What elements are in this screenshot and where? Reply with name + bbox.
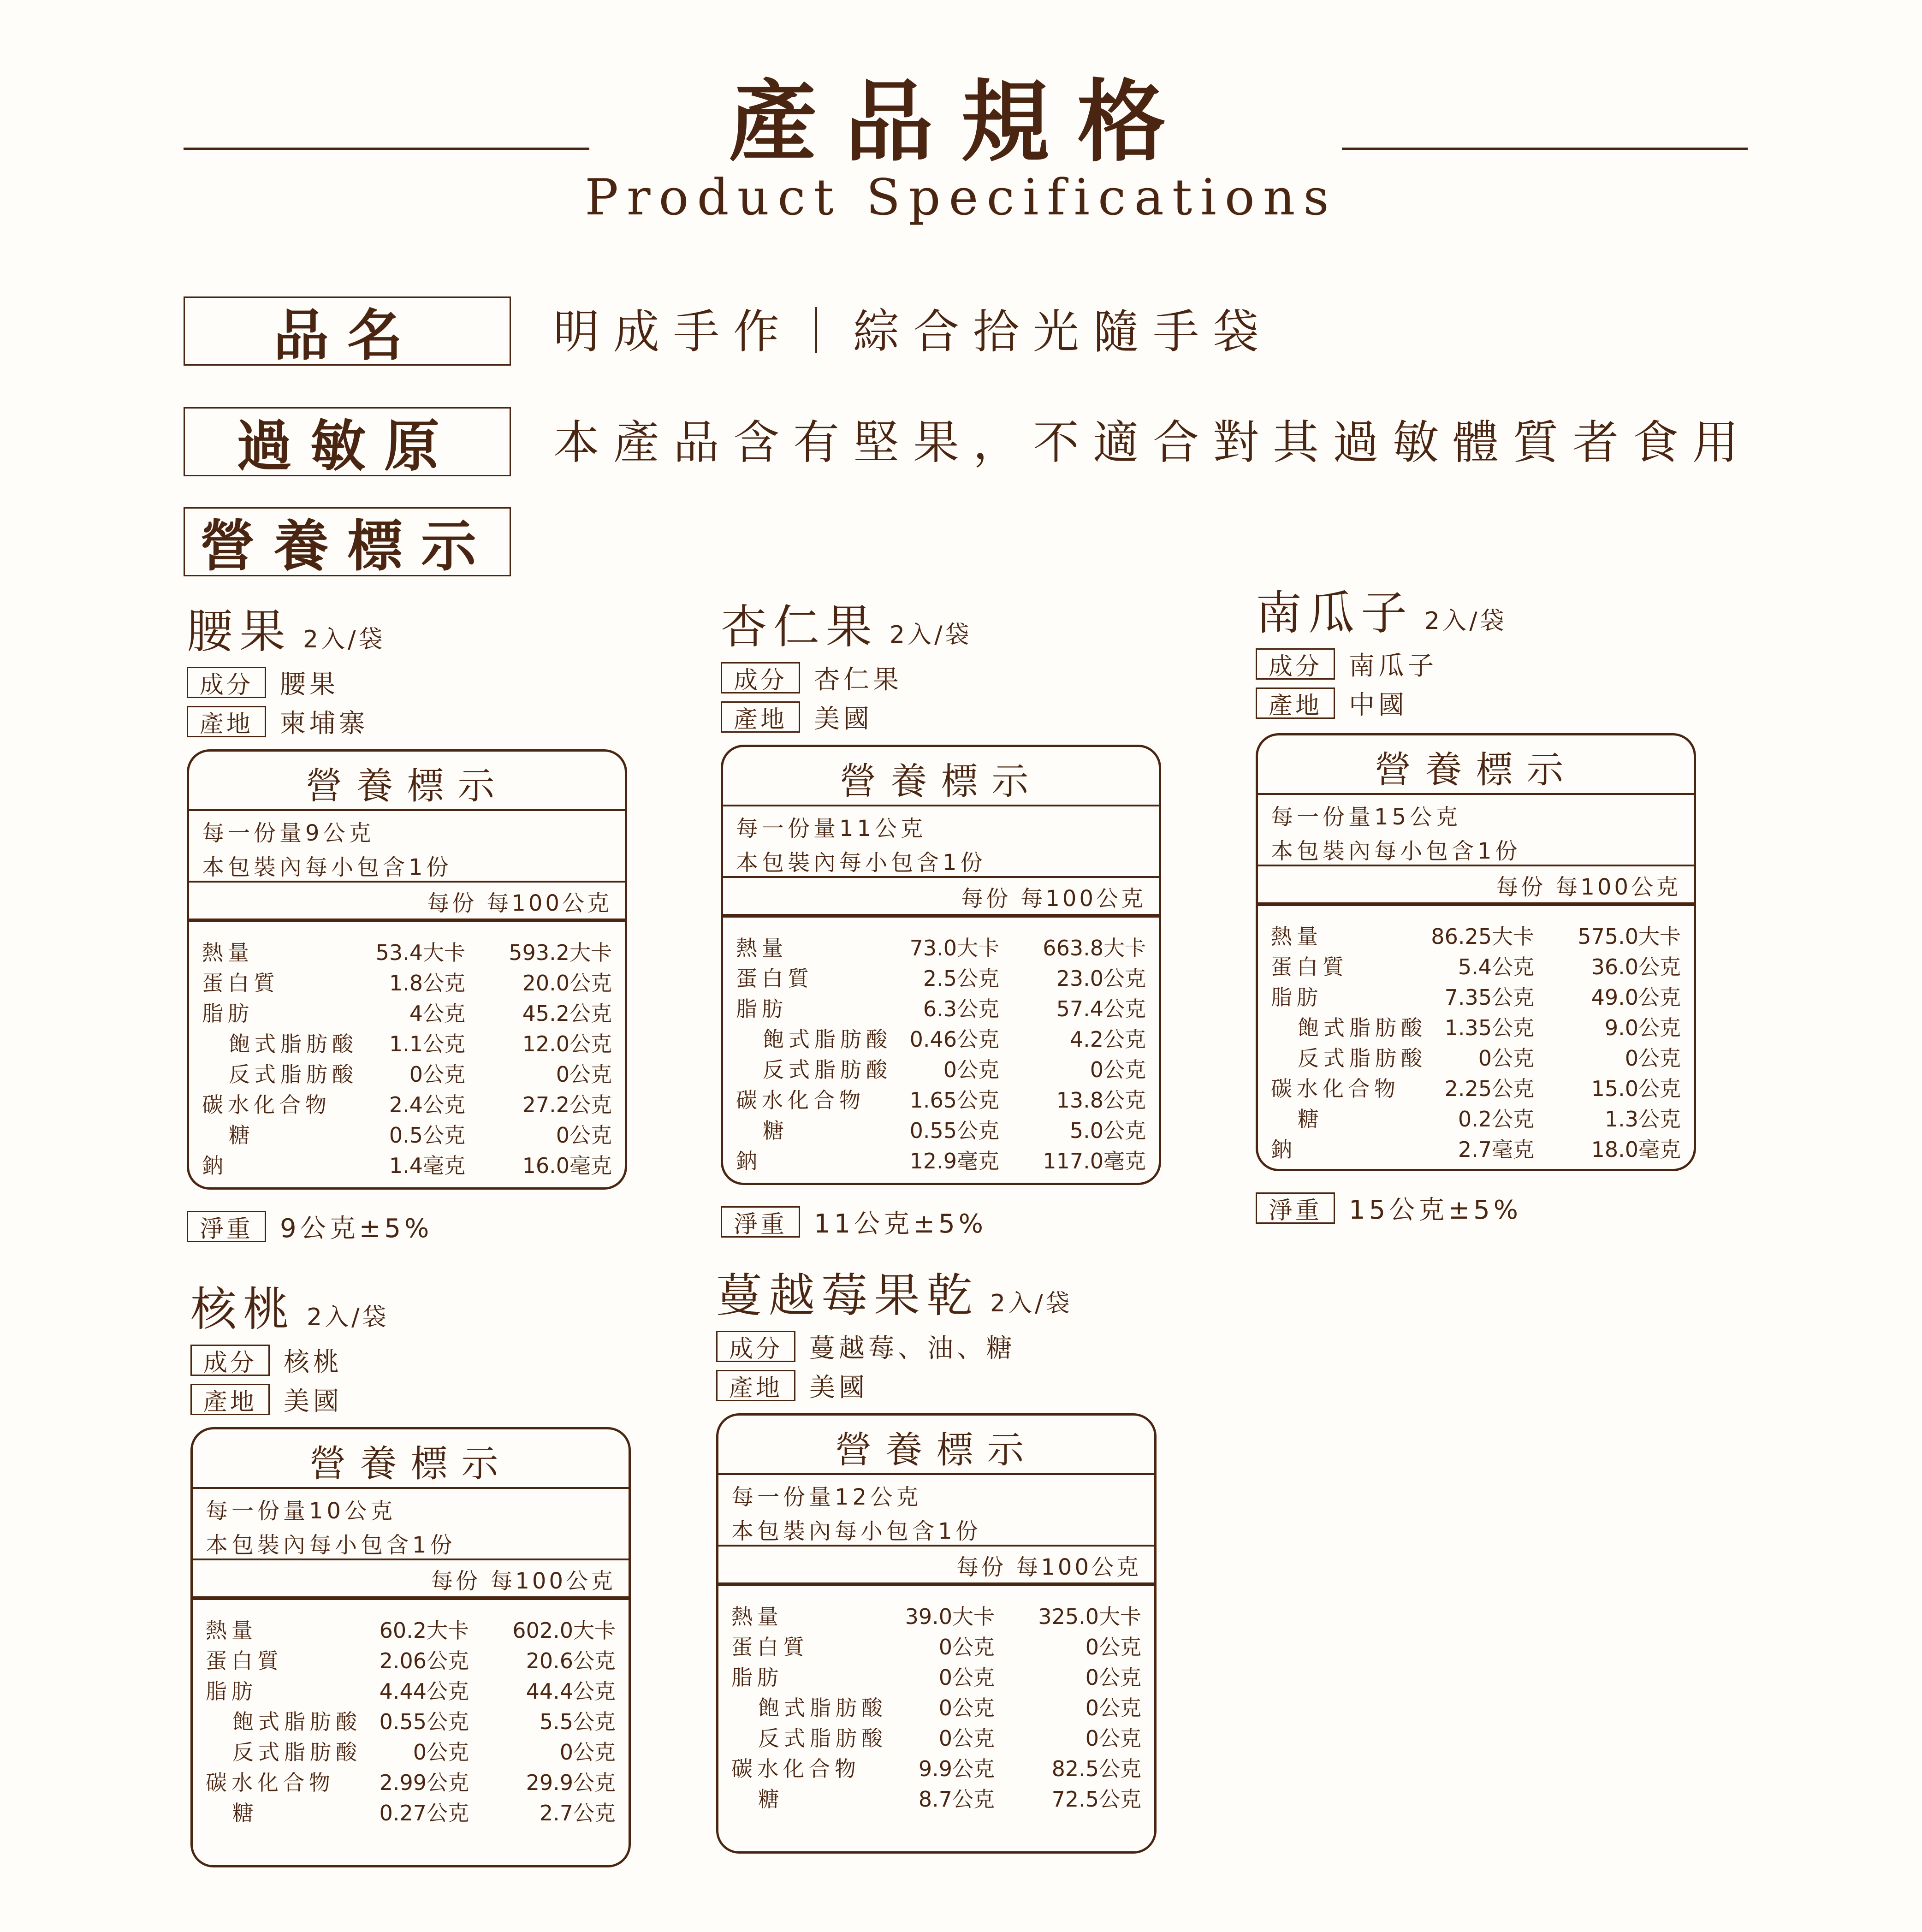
- nutrient-per-100g: 0公克: [1085, 1726, 1141, 1751]
- nutrition-section-label: 營養標示: [184, 507, 511, 576]
- nutrient-per-serving: 0公克: [409, 1062, 465, 1087]
- nutrient-per-serving: 7.35公克: [1444, 985, 1534, 1010]
- product-unit: 2入/袋: [990, 1290, 1073, 1317]
- nutrient-row: [202, 1119, 612, 1149]
- nutrient-per-serving: 12.9毫克: [909, 1149, 999, 1173]
- nutrient-row: [1271, 1011, 1681, 1042]
- origin-value: 中國: [1349, 690, 1408, 720]
- nutrient-label: 脂肪: [1271, 985, 1323, 1010]
- column-header: 每份 每100公克: [1496, 874, 1681, 900]
- nutrient-label: 反式脂肪酸: [758, 1726, 887, 1751]
- serving-size: 每一份量11公克: [736, 816, 927, 842]
- nutrition-rule: [193, 1559, 629, 1560]
- nutrient-row: [736, 1053, 1146, 1084]
- nutrient-row: [736, 1114, 1146, 1144]
- nutrient-label: 熱量: [202, 940, 254, 965]
- nutrient-row: [202, 1088, 612, 1119]
- product-unit: 2入/袋: [890, 621, 972, 649]
- nutrient-row: [206, 1736, 616, 1766]
- nutrient-per-serving: 0.2公克: [1458, 1107, 1534, 1132]
- nutrient-row: [202, 1027, 612, 1058]
- nutrient-per-serving: 1.4毫克: [389, 1153, 465, 1178]
- nutrient-label: 糖: [758, 1787, 784, 1812]
- nutrient-label: 鈉: [202, 1153, 228, 1178]
- nutrient-row: [206, 1705, 616, 1736]
- ingredients-value: 杏仁果: [814, 665, 902, 695]
- product-title: [190, 1282, 389, 1336]
- nutrient-per-serving: 0公克: [943, 1057, 999, 1082]
- nutrient-label: 蛋白質: [736, 966, 813, 991]
- nutrient-row: [1271, 1072, 1681, 1102]
- nutrient-per-100g: 27.2公克: [522, 1092, 612, 1117]
- nutrient-row: [731, 1661, 1141, 1691]
- nutrient-per-100g: 4.2公克: [1069, 1027, 1146, 1052]
- nutrient-per-100g: 49.0公克: [1591, 985, 1681, 1010]
- serving-size: 每一份量12公克: [731, 1484, 922, 1510]
- nutrient-per-100g: 18.0毫克: [1591, 1137, 1681, 1162]
- nutrient-label: 飽式脂肪酸: [1298, 1015, 1427, 1040]
- nutrient-label: 反式脂肪酸: [229, 1062, 358, 1087]
- nutrient-per-serving: 0.27公克: [379, 1801, 469, 1825]
- nutrient-per-serving: 0公克: [413, 1740, 469, 1765]
- nutrition-rule-thick: [189, 919, 625, 922]
- origin-value: 美國: [284, 1387, 343, 1416]
- nutrient-row: [1271, 1042, 1681, 1072]
- nutrient-row: [731, 1630, 1141, 1661]
- servings-per-pack: 本包裝內每小包含1份: [736, 850, 986, 876]
- nutrition-rule: [718, 1545, 1154, 1547]
- nutrient-label: 反式脂肪酸: [1298, 1046, 1427, 1071]
- nutrient-row: [202, 997, 612, 1027]
- nutrient-per-100g: 57.4公克: [1056, 996, 1146, 1021]
- nutrient-per-100g: 5.0公克: [1069, 1118, 1146, 1143]
- nutrient-label: 蛋白質: [206, 1648, 283, 1673]
- ingredients-row: [716, 1328, 1016, 1365]
- nutrient-per-100g: 325.0大卡: [1038, 1604, 1141, 1629]
- nutrient-per-serving: 2.06公克: [379, 1648, 469, 1673]
- nutrition-rule: [723, 805, 1159, 806]
- nutrient-per-serving: 0.55公克: [379, 1709, 469, 1734]
- column-header: 每份 每100公克: [431, 1568, 616, 1594]
- origin-row: [187, 703, 368, 740]
- origin-row: [721, 699, 873, 735]
- nutrient-label: 熱量: [731, 1604, 783, 1629]
- nutrition-rule: [189, 881, 625, 883]
- nutrition-table: [721, 745, 1161, 1185]
- nutrient-label: 脂肪: [202, 1001, 254, 1026]
- nutrient-per-100g: 0公克: [1085, 1665, 1141, 1690]
- nutrient-row: [736, 1144, 1146, 1175]
- nutrient-per-100g: 82.5公克: [1051, 1756, 1141, 1781]
- nutrient-per-100g: 20.6公克: [526, 1648, 616, 1673]
- nutrition-title: 營養標示: [835, 1428, 1038, 1471]
- nutrient-row: [1271, 1133, 1681, 1163]
- nutrient-row: [1271, 981, 1681, 1011]
- origin-tag: 產地: [1256, 687, 1335, 719]
- nutrient-per-serving: 0公克: [938, 1635, 995, 1659]
- nutrient-per-serving: 0公克: [938, 1726, 995, 1751]
- nutrient-label: 飽式脂肪酸: [763, 1027, 892, 1052]
- nutrient-row: [202, 1149, 612, 1179]
- nutrient-per-serving: 0.55公克: [909, 1118, 999, 1143]
- nutrient-per-serving: 9.9公克: [918, 1756, 995, 1781]
- origin-tag: 產地: [190, 1384, 270, 1415]
- nutrient-per-100g: 36.0公克: [1591, 954, 1681, 979]
- product-card: [716, 1268, 1159, 1918]
- nutrient-per-serving: 60.2大卡: [379, 1618, 469, 1643]
- nutrient-row: [206, 1766, 616, 1796]
- net-weight-row: [721, 1203, 987, 1240]
- ingredients-tag: 成分: [187, 667, 266, 698]
- product-unit: 2入/袋: [1424, 607, 1507, 635]
- nutrition-rule: [723, 876, 1159, 878]
- ingredients-row: [190, 1342, 343, 1379]
- nutrient-per-100g: 1.3公克: [1604, 1107, 1681, 1132]
- nutrient-per-100g: 5.5公克: [539, 1709, 616, 1734]
- nutrient-per-serving: 53.4大卡: [375, 940, 465, 965]
- origin-row: [1256, 685, 1408, 722]
- nutrient-per-serving: 0公克: [938, 1695, 995, 1720]
- nutrient-per-100g: 13.8公克: [1056, 1088, 1146, 1113]
- nutrition-title: 營養標示: [305, 765, 509, 807]
- nutrition-rule: [1258, 865, 1694, 866]
- nutrition-rule: [718, 1473, 1154, 1475]
- nutrient-per-serving: 86.25大卡: [1431, 924, 1534, 949]
- nutrient-per-serving: 39.0大卡: [905, 1604, 995, 1629]
- nutrition-title: 營養標示: [309, 1442, 512, 1485]
- nutrient-per-serving: 1.65公克: [909, 1088, 999, 1113]
- ingredients-tag: 成分: [716, 1331, 795, 1362]
- nutrient-per-100g: 45.2公克: [522, 1001, 612, 1026]
- nutrient-label: 鈉: [736, 1149, 762, 1173]
- product-title: [716, 1268, 1073, 1322]
- net-weight-value: 15公克±5%: [1349, 1195, 1522, 1225]
- nutrient-per-100g: 0公克: [556, 1062, 612, 1087]
- nutrition-table: [716, 1413, 1157, 1854]
- serving-size: 每一份量15公克: [1271, 804, 1462, 830]
- nutrient-label: 飽式脂肪酸: [758, 1695, 887, 1720]
- servings-per-pack: 本包裝內每小包含1份: [731, 1518, 982, 1544]
- nutrient-per-100g: 2.7公克: [539, 1801, 616, 1825]
- ingredients-value: 蔓越莓、油、糖: [809, 1333, 1016, 1363]
- nutrient-per-100g: 72.5公克: [1051, 1787, 1141, 1812]
- nutrient-per-serving: 0公克: [938, 1665, 995, 1690]
- nutrient-per-100g: 12.0公克: [522, 1031, 612, 1056]
- origin-value: 柬埔寨: [280, 709, 368, 739]
- ingredients-value: 腰果: [280, 670, 339, 699]
- nutrient-per-100g: 0公克: [1090, 1057, 1146, 1082]
- nutrient-row: [1271, 920, 1681, 950]
- nutrient-label: 飽式脂肪酸: [232, 1709, 362, 1734]
- ingredients-value: 核桃: [284, 1347, 343, 1377]
- page-title: 產品規格: [729, 71, 1193, 174]
- nutrient-per-100g: 0公克: [556, 1123, 612, 1148]
- nutrient-per-serving: 1.8公克: [389, 971, 465, 996]
- nutrient-label: 碳水化合物: [206, 1770, 335, 1795]
- ingredients-row: [187, 664, 339, 701]
- nutrient-row: [206, 1796, 616, 1827]
- nutrient-per-100g: 663.8大卡: [1043, 936, 1146, 960]
- ingredients-tag: 成分: [1256, 648, 1335, 680]
- ingredients-tag: 成分: [721, 662, 800, 693]
- nutrient-per-serving: 0公克: [1478, 1046, 1534, 1071]
- nutrient-per-100g: 0公克: [1085, 1695, 1141, 1720]
- nutrient-per-100g: 575.0大卡: [1578, 924, 1681, 949]
- net-weight-value: 11公克±5%: [814, 1209, 987, 1239]
- column-header: 每份 每100公克: [956, 1554, 1141, 1580]
- nutrient-per-100g: 44.4公克: [526, 1679, 616, 1704]
- nutrient-per-serving: 0.5公克: [389, 1123, 465, 1148]
- nutrient-row: [202, 936, 612, 966]
- nutrient-row: [736, 992, 1146, 1023]
- nutrition-rule: [1258, 793, 1694, 795]
- product-name: 腰果: [187, 604, 292, 658]
- nutrient-label: 蛋白質: [731, 1635, 809, 1659]
- nutrient-label: 熱量: [1271, 924, 1323, 949]
- nutrient-label: 反式脂肪酸: [763, 1057, 892, 1082]
- nutrient-per-serving: 2.7毫克: [1458, 1137, 1534, 1162]
- servings-per-pack: 本包裝內每小包含1份: [1271, 838, 1521, 864]
- nutrient-row: [736, 1084, 1146, 1114]
- page-subtitle: Product Specifications: [585, 169, 1337, 226]
- column-header: 每份 每100公克: [427, 890, 612, 916]
- nutrient-label: 鈉: [1271, 1137, 1297, 1162]
- nutrient-per-100g: 0公克: [1625, 1046, 1681, 1071]
- product-name-value: 明成手作｜綜合拾光隨手袋: [553, 305, 1273, 359]
- net-weight-tag: 淨重: [1256, 1192, 1335, 1224]
- nutrient-per-serving: 1.35公克: [1444, 1015, 1534, 1040]
- nutrient-label: 蛋白質: [202, 971, 279, 996]
- nutrition-title: 營養標示: [839, 760, 1043, 803]
- nutrient-per-serving: 2.25公克: [1444, 1076, 1534, 1101]
- nutrient-label: 碳水化合物: [731, 1756, 860, 1781]
- nutrient-row: [206, 1644, 616, 1675]
- nutrient-per-100g: 9.0公克: [1604, 1015, 1681, 1040]
- servings-per-pack: 本包裝內每小包含1份: [206, 1532, 456, 1558]
- nutrient-per-100g: 29.9公克: [526, 1770, 616, 1795]
- nutrient-label: 碳水化合物: [202, 1092, 331, 1117]
- product-name: 南瓜子: [1256, 586, 1413, 640]
- nutrient-per-100g: 23.0公克: [1056, 966, 1146, 991]
- nutrient-per-serving: 73.0大卡: [909, 936, 999, 960]
- origin-tag: 產地: [187, 706, 266, 737]
- ingredients-row: [1256, 646, 1437, 682]
- nutrient-per-serving: 2.4公克: [389, 1092, 465, 1117]
- nutrient-row: [206, 1675, 616, 1705]
- nutrient-row: [731, 1600, 1141, 1630]
- nutrition-rule-thick: [723, 914, 1159, 918]
- net-weight-row: [187, 1208, 433, 1245]
- product-name-label: 品名: [184, 296, 511, 366]
- ingredients-row: [721, 659, 902, 696]
- nutrient-label: 糖: [232, 1801, 258, 1825]
- nutrient-per-100g: 0公克: [1085, 1635, 1141, 1659]
- ingredients-tag: 成分: [190, 1345, 270, 1376]
- nutrient-per-serving: 1.1公克: [389, 1031, 465, 1056]
- net-weight-value: 9公克±5%: [280, 1214, 433, 1244]
- nutrient-row: [731, 1752, 1141, 1783]
- nutrient-label: 熱量: [736, 936, 788, 960]
- nutrition-title: 營養標示: [1374, 748, 1578, 791]
- product-name: 核桃: [190, 1282, 296, 1336]
- nutrient-label: 熱量: [206, 1618, 257, 1643]
- nutrient-label: 糖: [1298, 1107, 1323, 1132]
- product-card: [187, 604, 629, 1254]
- nutrient-row: [731, 1691, 1141, 1722]
- net-weight-tag: 淨重: [187, 1211, 266, 1242]
- nutrient-per-serving: 5.4公克: [1458, 954, 1534, 979]
- product-title: [1256, 586, 1507, 640]
- product-name: 蔓越莓果乾: [716, 1268, 979, 1322]
- product-card: [190, 1282, 633, 1932]
- nutrient-per-100g: 15.0公克: [1591, 1076, 1681, 1101]
- nutrient-label: 糖: [763, 1118, 789, 1143]
- origin-row: [716, 1367, 868, 1404]
- product-name: 杏仁果: [721, 600, 878, 654]
- nutrient-per-serving: 2.99公克: [379, 1770, 469, 1795]
- nutrient-label: 蛋白質: [1271, 954, 1348, 979]
- nutrient-per-100g: 0公克: [559, 1740, 616, 1765]
- nutrient-row: [731, 1722, 1141, 1752]
- net-weight-row: [1256, 1190, 1522, 1227]
- nutrition-rule-thick: [1258, 902, 1694, 906]
- nutrient-row: [206, 1614, 616, 1644]
- allergen-value: 本產品含有堅果，不適合對其過敏體質者食用: [553, 415, 1752, 469]
- nutrient-label: 碳水化合物: [1271, 1076, 1400, 1101]
- nutrient-row: [202, 966, 612, 997]
- origin-value: 美國: [809, 1373, 868, 1403]
- nutrient-label: 脂肪: [206, 1679, 257, 1704]
- servings-per-pack: 本包裝內每小包含1份: [202, 854, 452, 880]
- nutrient-per-serving: 4.44公克: [379, 1679, 469, 1704]
- ingredients-value: 南瓜子: [1349, 651, 1437, 681]
- nutrition-table: [1256, 733, 1696, 1171]
- nutrient-per-100g: 593.2大卡: [509, 940, 612, 965]
- nutrient-label: 飽式脂肪酸: [229, 1031, 358, 1056]
- nutrient-label: 糖: [229, 1123, 255, 1148]
- nutrient-per-serving: 6.3公克: [923, 996, 999, 1021]
- column-header: 每份 每100公克: [961, 886, 1146, 912]
- nutrient-per-serving: 8.7公克: [918, 1787, 995, 1812]
- product-title: [187, 604, 386, 658]
- nutrient-per-serving: 0.46公克: [909, 1027, 999, 1052]
- serving-size: 每一份量9公克: [202, 820, 375, 846]
- product-title: [721, 600, 972, 654]
- nutrient-label: 碳水化合物: [736, 1088, 865, 1113]
- nutrient-row: [202, 1058, 612, 1088]
- nutrition-rule-thick: [193, 1596, 629, 1600]
- product-unit: 2入/袋: [307, 1304, 389, 1331]
- nutrient-label: 脂肪: [736, 996, 788, 1021]
- net-weight-tag: 淨重: [721, 1206, 800, 1238]
- nutrient-per-serving: 4公克: [409, 1001, 465, 1026]
- nutrient-row: [1271, 1102, 1681, 1133]
- nutrient-per-100g: 20.0公克: [522, 971, 612, 996]
- nutrient-row: [736, 931, 1146, 962]
- origin-tag: 產地: [716, 1370, 795, 1401]
- nutrient-row: [731, 1783, 1141, 1813]
- product-unit: 2入/袋: [303, 626, 386, 653]
- origin-tag: 產地: [721, 701, 800, 733]
- nutrient-per-100g: 16.0毫克: [522, 1153, 612, 1178]
- allergen-label: 過敏原: [184, 407, 511, 476]
- nutrient-per-100g: 117.0毫克: [1043, 1149, 1146, 1173]
- nutrient-row: [736, 1023, 1146, 1053]
- nutrient-label: 脂肪: [731, 1665, 783, 1690]
- nutrient-per-100g: 602.0大卡: [512, 1618, 616, 1643]
- nutrition-rule: [189, 809, 625, 811]
- nutrient-row: [736, 962, 1146, 992]
- product-card: [1256, 586, 1698, 1236]
- origin-value: 美國: [814, 704, 873, 734]
- nutrient-label: 反式脂肪酸: [232, 1740, 362, 1765]
- nutrient-per-serving: 2.5公克: [923, 966, 999, 991]
- nutrition-table: [187, 749, 627, 1190]
- product-card: [721, 600, 1163, 1250]
- origin-row: [190, 1381, 343, 1418]
- nutrition-table: [190, 1427, 631, 1867]
- nutrition-rule-thick: [718, 1582, 1154, 1586]
- nutrition-rule: [193, 1487, 629, 1489]
- nutrient-row: [1271, 950, 1681, 981]
- serving-size: 每一份量10公克: [206, 1498, 397, 1524]
